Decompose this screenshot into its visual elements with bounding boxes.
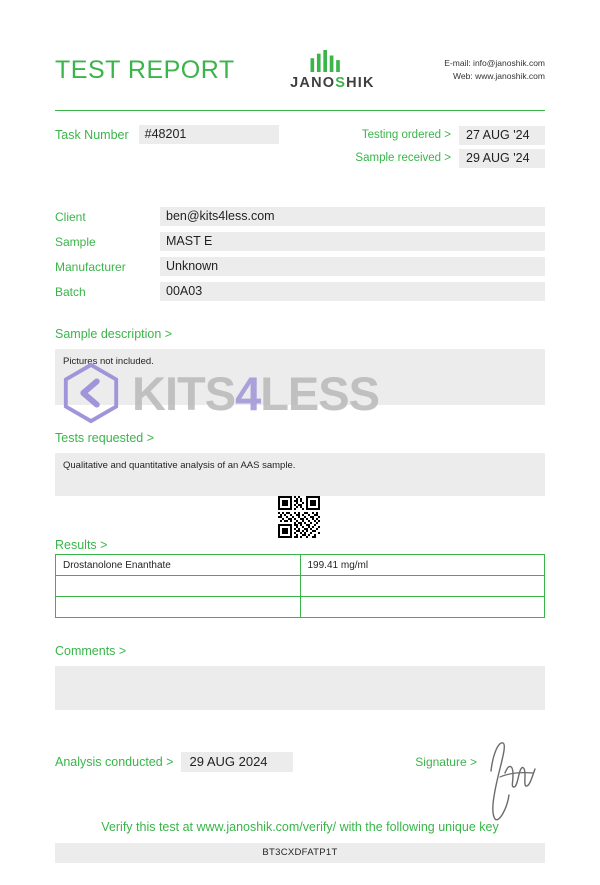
verify-text: Verify this test at www.janoshik.com/verify/ with the following unique key bbox=[101, 820, 499, 834]
result-amount bbox=[300, 576, 545, 597]
task-dates bbox=[355, 125, 545, 171]
table-row bbox=[55, 232, 545, 251]
brand-name-part1: JANO bbox=[290, 74, 336, 91]
results-title: Results > bbox=[55, 538, 108, 552]
contact-web: Web: www.janoshik.com bbox=[453, 71, 545, 81]
analysis-conducted-label: Analysis conducted > bbox=[55, 755, 174, 769]
signature-label: Signature > bbox=[415, 755, 477, 769]
result-substance bbox=[56, 576, 301, 597]
testing-ordered-row bbox=[355, 125, 545, 146]
analysis-conducted-value: 29 AUG 2024 bbox=[181, 752, 293, 772]
info-key-batch: Batch bbox=[55, 284, 86, 299]
sample-description-box: Pictures not included. bbox=[55, 349, 545, 405]
tests-requested-title: Tests requested > bbox=[55, 431, 155, 445]
table-row bbox=[56, 555, 545, 576]
testing-ordered-label: Testing ordered > bbox=[361, 129, 451, 141]
results-header bbox=[55, 518, 545, 552]
sample-info-table bbox=[55, 207, 545, 301]
sample-description-title: Sample description > bbox=[55, 327, 173, 341]
janoshik-mark-icon bbox=[305, 50, 360, 72]
task-number-value: #48201 bbox=[139, 125, 279, 144]
sample-received-label: Sample received > bbox=[355, 152, 451, 164]
results-table bbox=[55, 554, 545, 618]
testing-ordered-value: 27 AUG '24 bbox=[459, 126, 545, 145]
task-number-group bbox=[55, 125, 279, 171]
watermark-accent: 4 bbox=[235, 366, 261, 420]
info-value-batch: 00A03 bbox=[160, 282, 545, 301]
table-row bbox=[55, 207, 545, 226]
watermark-part2: LESS bbox=[260, 366, 379, 420]
signature-icon bbox=[483, 737, 545, 823]
watermark-part1: KITS bbox=[132, 366, 236, 420]
info-value-client: ben@kits4less.com bbox=[160, 207, 545, 226]
result-substance: Drostanolone Enanthate bbox=[56, 555, 301, 576]
contact-info bbox=[444, 57, 545, 83]
tests-requested-box: Qualitative and quantitative analysis of an AAS sample. bbox=[55, 453, 545, 496]
analysis-conducted-group bbox=[55, 752, 293, 772]
result-amount bbox=[300, 597, 545, 618]
info-key-sample: Sample bbox=[55, 234, 96, 249]
task-number-label: Task Number bbox=[55, 128, 129, 142]
comments-box bbox=[55, 666, 545, 710]
brand-name-part2: HIK bbox=[346, 74, 375, 91]
qr-code-icon bbox=[278, 496, 320, 538]
table-row bbox=[56, 597, 545, 618]
brand-name-accent: S bbox=[335, 74, 347, 91]
contact-email: E-mail: info@janoshik.com bbox=[444, 58, 545, 68]
task-block bbox=[55, 125, 545, 171]
page-title: TEST REPORT bbox=[55, 55, 235, 84]
table-row bbox=[56, 576, 545, 597]
verify-key: BT3CXDFATP1T bbox=[55, 843, 545, 863]
comments-title: Comments > bbox=[55, 644, 127, 658]
table-row bbox=[55, 257, 545, 276]
brand-logo bbox=[290, 50, 375, 91]
result-amount: 199.41 mg/ml bbox=[300, 555, 545, 576]
sample-received-value: 29 AUG '24 bbox=[459, 149, 545, 168]
table-row bbox=[55, 282, 545, 301]
result-substance bbox=[56, 597, 301, 618]
info-value-sample: MAST E bbox=[160, 232, 545, 251]
brand-name bbox=[290, 75, 375, 91]
report-header bbox=[55, 0, 545, 98]
sample-received-row bbox=[355, 148, 545, 169]
info-value-manufacturer: Unknown bbox=[160, 257, 545, 276]
info-key-manufacturer: Manufacturer bbox=[55, 259, 126, 274]
info-key-client: Client bbox=[55, 209, 86, 224]
analysis-block bbox=[55, 750, 545, 774]
signature-group bbox=[415, 719, 545, 805]
header-divider bbox=[55, 110, 545, 111]
